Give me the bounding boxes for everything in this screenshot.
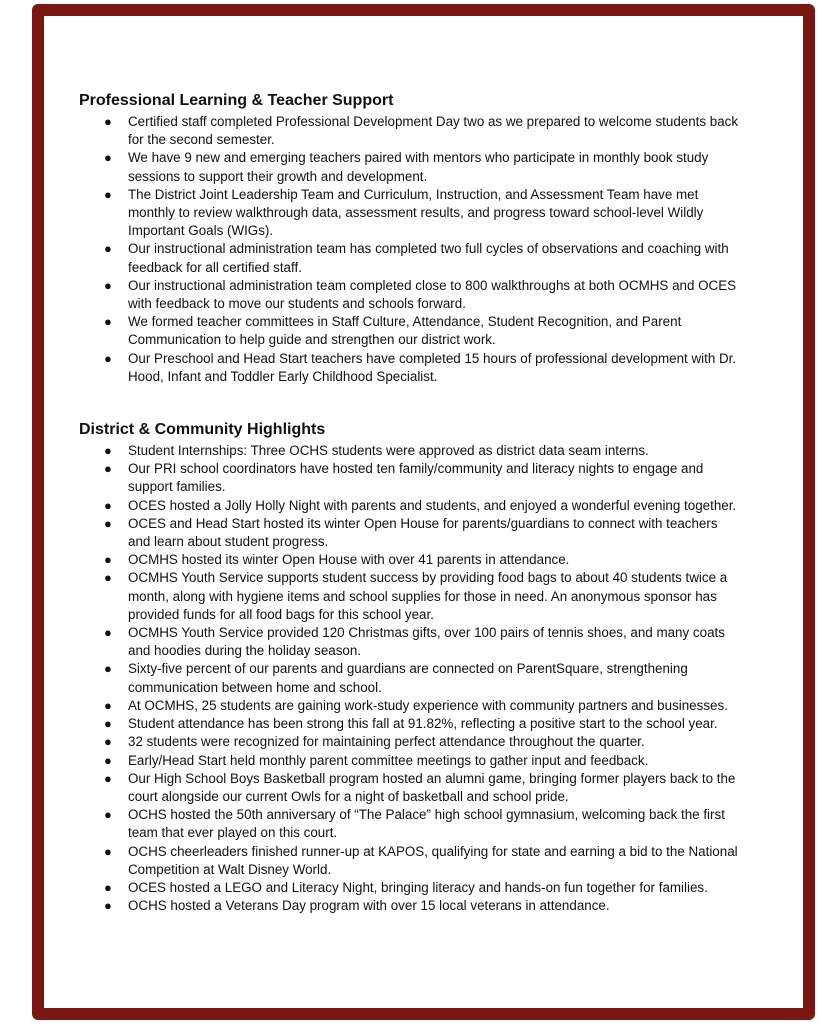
bullet-list — [79, 442, 739, 915]
bullet-icon: ● — [104, 114, 112, 129]
list-item — [79, 806, 739, 842]
list-item-text: OCHS hosted a Veterans Day program with over 15 local veterans in attendance. — [128, 898, 610, 914]
list-item — [79, 350, 739, 386]
bullet-icon: ● — [104, 314, 112, 330]
list-item-text: OCMHS hosted its winter Open House with over 41 parents in attendance. — [128, 552, 570, 568]
list-item-text: Our instructional administration team completed close to 800 walkthroughs at both OCMHS and OCES with feedback to move our students and schools forward. — [128, 277, 737, 312]
list-item — [79, 186, 739, 241]
list-item-text: OCES hosted a LEGO and Literacy Night, bringing literacy and hands-on fun together for families. — [128, 879, 708, 895]
bullet-icon: ● — [104, 461, 112, 477]
list-item — [79, 277, 739, 313]
list-item-text: OCHS cheerleaders finished runner-up at KAPOS, qualifying for state and earning a bid to the National Competition at Walt Disney World. — [128, 843, 738, 877]
bullet-icon: ● — [104, 697, 112, 713]
list-item — [79, 660, 739, 696]
list-item-text: The District Joint Leadership Team and Curriculum, Instruction, and Assessment Team have met monthly to review walkthrough data, assessment results, and progress toward school-level Wildly Important Goals (WIGs). — [128, 186, 704, 239]
bullet-icon: ● — [104, 443, 112, 459]
list-item — [79, 551, 739, 569]
bullet-icon: ● — [104, 241, 112, 257]
bullet-icon: ● — [104, 277, 112, 293]
bullet-icon: ● — [104, 552, 112, 568]
list-item — [79, 442, 739, 460]
list-item-text: OCHS hosted the 50th anniversary of “The Palace” high school gymnasium, welcoming back the first team that ever played on this court. — [128, 807, 725, 841]
list-item — [79, 843, 739, 879]
bullet-icon: ● — [104, 898, 112, 914]
bullet-icon: ● — [104, 150, 112, 166]
list-item — [79, 240, 739, 276]
bullet-icon: ● — [104, 770, 112, 786]
list-item-text: Early/Head Start held monthly parent committee meetings to gather input and feedback. — [128, 752, 649, 768]
bullet-icon: ● — [104, 350, 112, 366]
list-item-text: OCMHS Youth Service supports student success by providing food bags to about 40 students twice a month, along with hygiene items and school supplies for those in need. An anonymous sponsor has provided funds for all food bags for this school year. — [128, 570, 728, 622]
list-item-text: Certified staff completed Professional Development Day two as we prepared to welcome students back for the second semester. — [128, 114, 739, 148]
list-item-text: Our instructional administration team has completed two full cycles of observations and coaching with feedback for all certified staff. — [128, 241, 729, 275]
list-item-text: OCES and Head Start hosted its winter Open House for parents/guardians to connect with teachers and learn about student progress. — [128, 515, 718, 550]
list-item — [79, 879, 739, 897]
bullet-icon: ● — [104, 807, 112, 823]
list-item — [79, 733, 739, 751]
list-item — [79, 697, 739, 715]
list-item — [79, 770, 739, 806]
list-item-text: Our Preschool and Head Start teachers have completed 15 hours of professional development with Dr. Hood, Infant and Toddler Early Childhood Specialist. — [128, 350, 737, 384]
list-item-text: Sixty-five percent of our parents and guardians are connected on ParentSquare, strengthening communication between home and school. — [128, 661, 688, 695]
list-item-text: We have 9 new and emerging teachers paired with mentors who participate in monthly book study sessions to support their growth and development. — [128, 150, 709, 184]
list-item-text: OCMHS Youth Service provided 120 Christmas gifts, over 100 pairs of tennis shoes, and many coats and hoodies during the holiday season. — [128, 625, 725, 659]
bullet-list — [79, 113, 739, 386]
list-item — [79, 569, 739, 624]
list-item — [79, 752, 739, 770]
list-item-text: Student attendance has been strong this fall at 91.82%, reflecting a positive start to the school year. — [128, 716, 718, 732]
list-item — [79, 624, 739, 660]
bullet-icon: ● — [104, 752, 112, 768]
list-item — [79, 460, 739, 496]
list-item-text: Student Internships: Three OCHS students were approved as district data seam interns. — [128, 443, 649, 459]
list-item — [79, 715, 739, 733]
list-item-text: Our High School Boys Basketball program hosted an alumni game, bringing former players back to the court alongside our current Owls for a night of basketball and school pride. — [128, 770, 736, 804]
list-item — [79, 897, 739, 915]
section-title: Professional Learning & Teacher Support — [79, 92, 394, 109]
bullet-icon: ● — [104, 843, 112, 859]
list-item — [79, 113, 739, 149]
list-item — [79, 515, 739, 551]
list-item-text: 32 students were recognized for maintaining perfect attendance throughout the quarter. — [128, 734, 645, 750]
list-item-text: Our PRI school coordinators have hosted ten family/community and literacy nights to engage and support families. — [128, 461, 704, 495]
section-district-community — [79, 420, 739, 915]
bullet-icon: ● — [104, 661, 112, 677]
bullet-icon: ● — [104, 570, 112, 586]
list-item — [79, 149, 739, 185]
list-item-text: At OCMHS, 25 students are gaining work-study experience with community partners and businesses. — [128, 697, 728, 713]
bullet-icon: ● — [104, 186, 112, 202]
bullet-icon: ● — [104, 716, 112, 732]
bullet-icon: ● — [104, 497, 112, 513]
bullet-icon: ● — [104, 625, 112, 641]
bullet-icon: ● — [104, 515, 112, 531]
bullet-icon: ● — [104, 879, 112, 895]
list-item-text: OCES hosted a Jolly Holly Night with parents and students, and enjoyed a wonderful evening together. — [128, 497, 737, 513]
section-professional-learning — [79, 91, 739, 386]
bullet-icon: ● — [104, 734, 112, 750]
list-item — [79, 497, 739, 515]
list-item — [79, 313, 739, 349]
list-item-text: We formed teacher committees in Staff Culture, Attendance, Student Recognition, and Parent Communication to help guide and strengthen our district work. — [128, 314, 682, 348]
document-body — [79, 91, 739, 915]
section-title: District & Community Highlights — [79, 421, 326, 439]
